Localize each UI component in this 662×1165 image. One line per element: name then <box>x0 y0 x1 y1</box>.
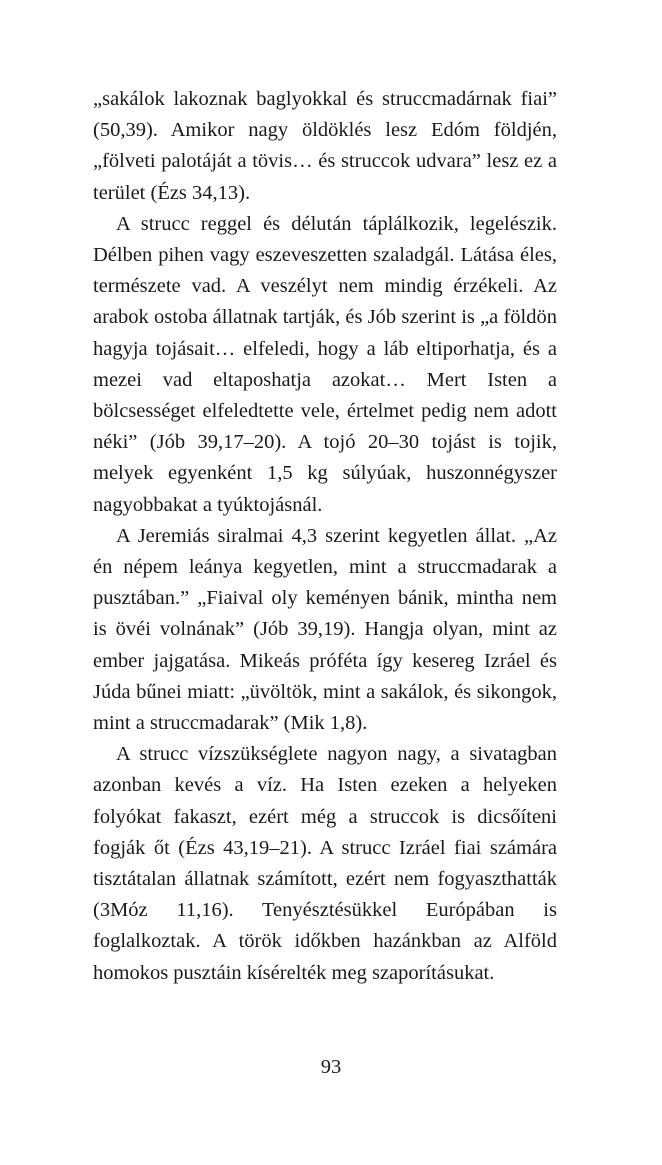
paragraph-1: „sakálok lakoznak baglyokkal és struccmadárnak fiai” (50,39). Amikor nagy öldöklés lesz Edóm földjén, „fölveti palotáját a tövis… és struccok udvara” lesz ez a terület (Ézs 34,13). <box>93 88 557 204</box>
page-number: 93 <box>320 1056 342 1078</box>
paragraph-4: A strucc vízszükséglete nagyon nagy, a sivatagban azonban kevés a víz. Ha Isten ezeken a helyeken folyókat fakaszt, ezért még a struccok is dicsőíteni fogják őt (Ézs 43,19–21). A strucc Izráel fiai számára tisztátalan állatnak számított, ezért nem fogyaszthatták (3Móz 11,16). Tenyésztésükkel Európában is foglalkoztak. A török időkben hazánkban az Alföld homokos pusztáin kísérelték meg szaporításukat. <box>93 743 557 984</box>
page-body <box>93 84 557 989</box>
paragraph-3: A Jeremiás siralmai 4,3 szerint kegyetlen állat. „Az én népem leánya kegyetlen, mint a struccmadarak a pusztában.” „Fiaival oly keményen bánik, mintha nem is övéi volnának” (Jób 39,19). Hangja olyan, mint az ember jajgatása. Mikeás próféta így kesereg Izráel és Júda bűnei miatt: „üvöltök, mint a sakálok, és sikongok, mint a struccmadarak” (Mik 1,8). <box>93 524 557 735</box>
paragraph-2: A strucc reggel és délután táplálkozik, legelészik. Délben pihen vagy eszeveszetten szaladgál. Látása éles, természete vad. A veszélyt nem mindig érzékeli. Az arabok ostoba állatnak tartják, és Jób szerint is „a földön hagyja tojásait… elfeledi, hogy a láb eltiporhatja, és a mezei vad eltaposhatja azokat… Mert Isten a bölcsességet elfeledtette vele, értelmet pedig nem adott néki” (Jób 39,17–20). A tojó 20–30 tojást is tojik, melyek egyenként 1,5 kg súlyúak, huszonnégyszer nagyobbakat a tyúktojásnál. <box>93 212 557 516</box>
